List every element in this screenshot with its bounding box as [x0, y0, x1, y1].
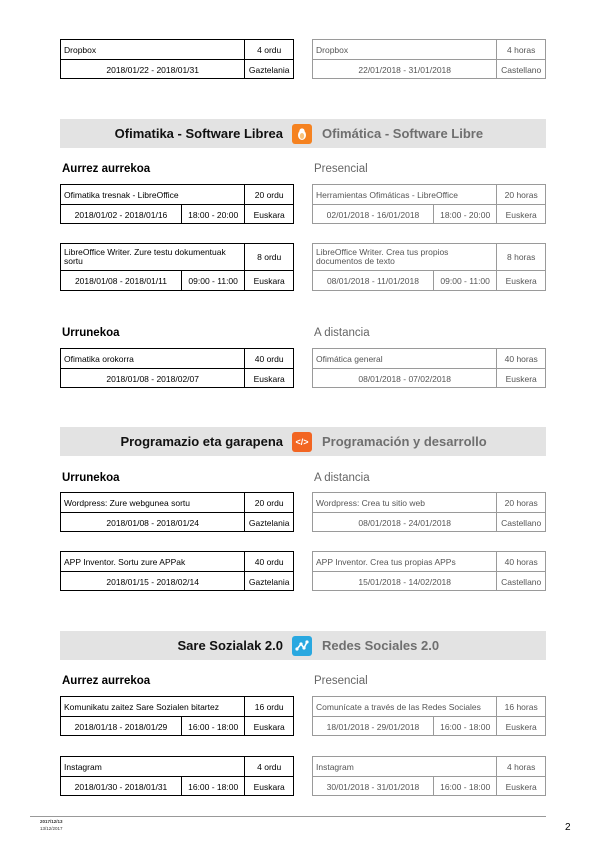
- course-language: Euskara: [244, 205, 293, 224]
- course-language: Euskera: [496, 205, 545, 224]
- course-dates: 2018/01/08 - 2018/02/07: [106, 373, 199, 384]
- course-hours: 40 horas: [496, 349, 545, 368]
- course-language: Gaztelania: [244, 60, 293, 79]
- course-dates: 08/01/2018 - 07/02/2018: [358, 373, 451, 384]
- course-title: Instagram: [64, 761, 102, 772]
- course-hours: 4 horas: [496, 40, 545, 59]
- course-hours: 8 ordu: [244, 244, 293, 270]
- course-time: 16:00 - 18:00: [433, 777, 496, 796]
- course-card: [60, 39, 294, 79]
- course-title: Dropbox: [316, 44, 349, 55]
- course-title: Komunikatu zaitez Sare Sozialen bitartez: [64, 701, 219, 712]
- course-card: [60, 348, 294, 388]
- course-time: 09:00 - 11:00: [181, 271, 244, 290]
- course-dates: 2018/01/08 - 2018/01/24: [106, 517, 199, 528]
- section-title-es: Ofimática - Software Libre: [322, 126, 484, 141]
- course-language: Euskara: [244, 271, 293, 290]
- course-card: [60, 184, 294, 224]
- course-hours: 8 horas: [496, 244, 545, 270]
- course-title: Wordpress: Zure webgunea sortu: [64, 497, 190, 508]
- section-header: [60, 119, 546, 148]
- course-card: [312, 39, 546, 79]
- course-card: [312, 551, 546, 591]
- course-hours: 20 ordu: [244, 185, 293, 204]
- course-card: [312, 696, 546, 736]
- course-language: Euskera: [496, 717, 545, 736]
- course-title: Wordpress: Crea tu sitio web: [316, 497, 425, 508]
- course-hours: 20 ordu: [244, 493, 293, 512]
- course-language: Euskara: [244, 777, 293, 796]
- mode-label-eu: Urrunekoa: [62, 472, 120, 484]
- mode-label-eu: Aurrez aurrekoa: [62, 675, 151, 687]
- share-network-icon: [292, 636, 312, 656]
- course-title: APP Inventor. Sortu zure APPak: [64, 556, 186, 567]
- course-title: Herramientas Ofimáticas - LibreOffice: [316, 189, 459, 200]
- course-language: Euskara: [244, 369, 293, 388]
- course-hours: 4 ordu: [244, 40, 293, 59]
- course-title: Instagram: [316, 761, 354, 772]
- course-title: Ofimática general: [316, 353, 383, 364]
- course-dates: 2018/01/02 - 2018/01/16: [74, 209, 168, 220]
- course-card: [312, 184, 546, 224]
- course-hours: 20 horas: [496, 493, 545, 512]
- course-dates: 02/01/2018 - 16/01/2018: [326, 209, 420, 220]
- mode-label-es: Presencial: [314, 163, 368, 175]
- mode-label-es: Presencial: [314, 675, 368, 687]
- penguin-icon: [292, 124, 312, 144]
- course-language: Euskara: [244, 717, 293, 736]
- course-card: [312, 243, 546, 291]
- course-language: Euskera: [496, 369, 545, 388]
- course-title: APP Inventor. Crea tus propias APPs: [316, 556, 456, 567]
- mode-label-eu: Aurrez aurrekoa: [62, 163, 151, 175]
- course-dates: 18/01/2018 - 29/01/2018: [326, 721, 420, 732]
- section-title-eu: Programazio eta garapena: [120, 434, 283, 449]
- course-dates: 2018/01/08 - 2018/01/11: [74, 275, 167, 286]
- page-number: 2: [565, 822, 571, 833]
- course-dates: 08/01/2018 - 11/01/2018: [326, 275, 419, 286]
- course-title: Ofimatika tresnak - LibreOffice: [64, 189, 179, 200]
- course-time: 18:00 - 20:00: [433, 205, 496, 224]
- course-language: Euskera: [496, 777, 545, 796]
- course-card: [60, 243, 294, 291]
- course-language: Castellano: [496, 60, 545, 79]
- course-dates: 2018/01/22 - 2018/01/31: [106, 64, 199, 75]
- section-header: [60, 427, 546, 456]
- course-language: Gaztelania: [244, 572, 293, 591]
- course-time: 16:00 - 18:00: [181, 777, 244, 796]
- course-title: LibreOffice Writer. Crea tus propios documentos de texto: [316, 247, 449, 266]
- course-title: Dropbox: [64, 44, 97, 55]
- course-card: [312, 492, 546, 532]
- course-title: LibreOffice Writer. Zure testu dokumentuak sortu: [64, 247, 226, 266]
- mode-label-es: A distancia: [314, 472, 370, 484]
- course-hours: 20 horas: [496, 185, 545, 204]
- course-dates: 2018/01/15 - 2018/02/14: [106, 576, 199, 587]
- course-hours: 40 ordu: [244, 552, 293, 571]
- section-title-eu: Sare Sozialak 2.0: [177, 638, 283, 653]
- mode-label-es: A distancia: [314, 327, 370, 339]
- course-hours: 4 horas: [496, 757, 545, 776]
- footer-date-eu: 2017/12/13: [40, 819, 63, 824]
- section-title-eu: Ofimatika - Software Librea: [114, 126, 283, 141]
- course-dates: 15/01/2018 - 14/02/2018: [358, 576, 451, 587]
- code-icon: </>: [292, 432, 312, 452]
- course-time: 09:00 - 11:00: [433, 271, 496, 290]
- section-title-es: Redes Sociales 2.0: [322, 638, 440, 653]
- mode-label-eu: Urrunekoa: [62, 327, 120, 339]
- course-card: [312, 348, 546, 388]
- course-dates: 08/01/2018 - 24/01/2018: [358, 517, 451, 528]
- section-header: [60, 631, 546, 660]
- course-time: 18:00 - 20:00: [181, 205, 244, 224]
- course-dates: 22/01/2018 - 31/01/2018: [358, 64, 451, 75]
- course-dates: 2018/01/30 - 2018/01/31: [74, 781, 168, 792]
- section-title-es: Programación y desarrollo: [322, 434, 487, 449]
- course-card: [60, 551, 294, 591]
- course-card: [312, 756, 546, 796]
- course-title: Comunícate a través de las Redes Sociales: [316, 701, 481, 712]
- course-dates: 2018/01/18 - 2018/01/29: [74, 721, 168, 732]
- course-time: 16:00 - 18:00: [433, 717, 496, 736]
- footer-divider: [30, 816, 546, 817]
- course-hours: 40 horas: [496, 552, 545, 571]
- course-card: [60, 696, 294, 736]
- course-hours: 16 horas: [496, 697, 545, 716]
- course-language: Castellano: [496, 572, 545, 591]
- footer-date-es: 13/12/2017: [40, 826, 63, 831]
- course-dates: 30/01/2018 - 31/01/2018: [326, 781, 420, 792]
- course-card: [60, 756, 294, 796]
- course-language: Gaztelania: [244, 513, 293, 532]
- course-title: Ofimatika orokorra: [64, 353, 134, 364]
- course-hours: 4 ordu: [244, 757, 293, 776]
- course-hours: 16 ordu: [244, 697, 293, 716]
- course-hours: 40 ordu: [244, 349, 293, 368]
- course-language: Castellano: [496, 513, 545, 532]
- course-time: 16:00 - 18:00: [181, 717, 244, 736]
- course-language: Euskera: [496, 271, 545, 290]
- course-card: [60, 492, 294, 532]
